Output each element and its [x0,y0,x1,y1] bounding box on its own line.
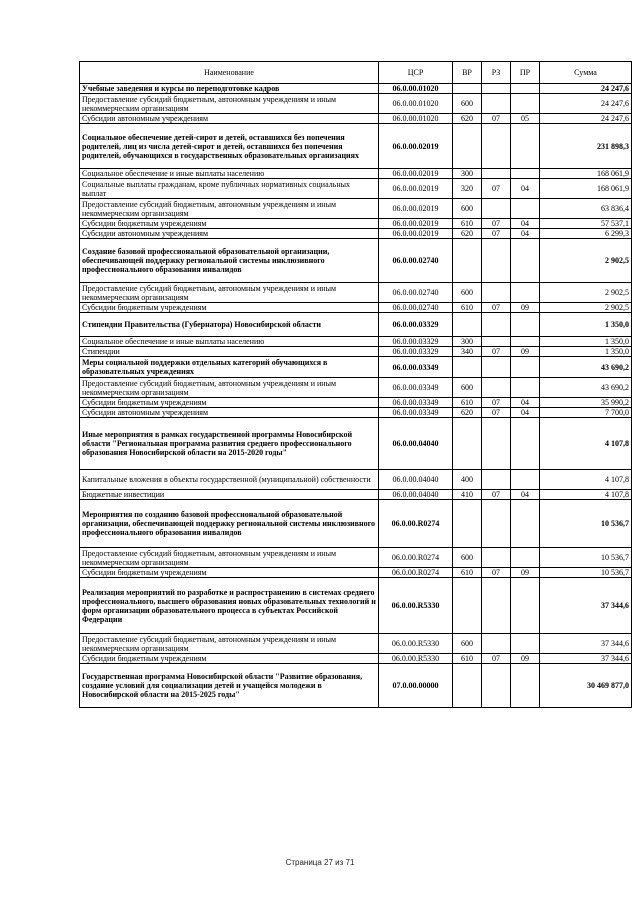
cell-pr: 09 [511,568,540,578]
cell-vr: 320 [453,179,482,199]
cell-name: Субсидии бюджетным учреждениям [80,568,379,578]
cell-csr: 06.0.00.04040 [379,470,453,490]
cell-sum: 4 107,8 [540,418,632,470]
cell-pr [511,664,540,708]
cell-pr [511,199,540,219]
table-row [80,84,632,94]
cell-vr: 300 [453,169,482,179]
cell-rz [482,124,511,169]
cell-name: Предоставление субсидий бюджетным, автономным учреждениям и иным некоммерческим организациям [80,283,379,303]
header-pr: ПР [511,62,540,84]
cell-vr: 400 [453,470,482,490]
cell-csr: 06.0.00.04040 [379,418,453,470]
cell-csr: 06.0.00.R0274 [379,568,453,578]
cell-pr [511,378,540,398]
cell-vr [453,313,482,337]
cell-name: Субсидии автономным учреждениям [80,229,379,239]
cell-sum: 1 350,0 [540,347,632,357]
cell-vr [453,500,482,548]
cell-rz [482,84,511,94]
cell-vr [453,418,482,470]
cell-sum: 2 902,5 [540,239,632,283]
cell-pr [511,124,540,169]
cell-csr: 06.0.00.02019 [379,229,453,239]
cell-vr: 600 [453,199,482,219]
cell-vr: 340 [453,347,482,357]
cell-csr: 06.0.00.03349 [379,408,453,418]
cell-rz [482,94,511,114]
cell-rz: 07 [482,347,511,357]
header-csr: ЦСР [379,62,453,84]
table-row [80,94,632,114]
cell-csr: 06.0.00.03329 [379,347,453,357]
cell-vr: 610 [453,398,482,408]
table-row [80,654,632,664]
cell-sum: 2 902,5 [540,303,632,313]
cell-pr: 09 [511,347,540,357]
cell-csr: 06.0.00.R5330 [379,634,453,654]
cell-pr [511,169,540,179]
cell-pr: 04 [511,179,540,199]
cell-vr [453,578,482,634]
cell-rz [482,337,511,347]
table-row [80,347,632,357]
table-row [80,239,632,283]
cell-sum: 37 344,6 [540,578,632,634]
cell-sum: 231 898,3 [540,124,632,169]
cell-rz [482,578,511,634]
cell-name: Субсидии автономным учреждениям [80,408,379,418]
cell-csr: 06.0.00.03349 [379,357,453,378]
cell-sum: 10 536,7 [540,500,632,548]
cell-name: Капитальные вложения в объекты государственной (муниципальной) собственности [80,470,379,490]
budget-table-sheet [79,61,631,708]
cell-csr: 06.0.00.02019 [379,179,453,199]
cell-rz [482,169,511,179]
cell-vr: 620 [453,114,482,124]
cell-sum: 24 247,6 [540,84,632,94]
cell-csr: 06.0.00.R0274 [379,500,453,548]
cell-rz [482,239,511,283]
cell-sum: 10 536,7 [540,548,632,568]
cell-rz: 07 [482,490,511,500]
cell-rz: 07 [482,114,511,124]
cell-name: Меры социальной поддержки отдельных категорий обучающихся в образовательных учреждениях [80,357,379,378]
cell-vr: 600 [453,94,482,114]
cell-vr: 300 [453,337,482,347]
cell-csr: 06.0.00.03329 [379,337,453,347]
cell-sum: 4 107,8 [540,470,632,490]
cell-rz: 07 [482,654,511,664]
cell-pr [511,418,540,470]
cell-vr [453,84,482,94]
cell-csr: 06.0.00.03349 [379,378,453,398]
cell-pr: 05 [511,114,540,124]
table-row [80,398,632,408]
table-row [80,568,632,578]
cell-name: Субсидии бюджетным учреждениям [80,398,379,408]
cell-pr: 09 [511,654,540,664]
cell-csr: 06.0.00.R5330 [379,578,453,634]
cell-vr: 600 [453,634,482,654]
cell-vr [453,664,482,708]
cell-rz [482,548,511,568]
cell-name: Социальное обеспечение и иные выплаты населению [80,169,379,179]
cell-pr [511,283,540,303]
cell-sum: 168 061,9 [540,169,632,179]
cell-vr: 410 [453,490,482,500]
cell-vr: 610 [453,654,482,664]
cell-pr [511,94,540,114]
table-row [80,124,632,169]
cell-pr: 04 [511,229,540,239]
cell-csr: 07.0.00.00000 [379,664,453,708]
cell-name: Социальные выплаты гражданам, кроме публичных нормативных социальных выплат [80,179,379,199]
cell-name: Социальное обеспечение и иные выплаты населению [80,337,379,347]
cell-csr: 06.0.00.02019 [379,124,453,169]
table-row [80,303,632,313]
cell-sum: 2 902,5 [540,283,632,303]
cell-pr [511,500,540,548]
table-row [80,378,632,398]
cell-vr: 600 [453,548,482,568]
table-row [80,500,632,548]
cell-sum: 10 536,7 [540,568,632,578]
cell-pr: 04 [511,398,540,408]
cell-rz [482,378,511,398]
cell-rz [482,664,511,708]
cell-pr [511,578,540,634]
cell-name: Предоставление субсидий бюджетным, автономным учреждениям и иным некоммерческим организациям [80,634,379,654]
cell-rz [482,418,511,470]
cell-sum: 1 350,0 [540,337,632,347]
cell-rz: 07 [482,408,511,418]
cell-rz [482,470,511,490]
cell-rz [482,357,511,378]
cell-rz [482,199,511,219]
cell-name: Предоставление субсидий бюджетным, автономным учреждениям и иным некоммерческим организациям [80,378,379,398]
cell-name: Иные мероприятия в рамках государственной программы Новосибирской области "Региональная программа развития среднего профессионального образования Новосибирской области на 2015-2020 годы" [80,418,379,470]
cell-sum: 24 247,6 [540,114,632,124]
cell-vr: 600 [453,283,482,303]
table-row [80,578,632,634]
cell-vr: 620 [453,229,482,239]
cell-name: Социальное обеспечение детей-сирот и детей, оставшихся без попечения родителей, лиц из числа детей-сирот и детей, оставшихся без попечения родителей, обучающихся в государственных образовательных организациях [80,124,379,169]
cell-sum: 1 350,0 [540,313,632,337]
cell-name: Субсидии бюджетным учреждениям [80,303,379,313]
cell-pr [511,84,540,94]
table-row [80,357,632,378]
cell-name: Создание базовой профессиональной образовательной организации, обеспечивающей поддержку региональной системы инклюзивного профессионального образования инвалидов [80,239,379,283]
cell-name: Предоставление субсидий бюджетным, автономным учреждениям и иным некоммерческим организациям [80,199,379,219]
table-row [80,199,632,219]
cell-csr: 06.0.00.02740 [379,239,453,283]
table-header-row [80,62,632,84]
cell-vr: 610 [453,303,482,313]
cell-vr: 610 [453,219,482,229]
cell-name: Государственная программа Новосибирской области "Развитие образования, создание условий для социализации детей и учащейся молодежи в Новосибирской области на 2015-2025 годы" [80,664,379,708]
cell-sum: 37 344,6 [540,654,632,664]
header-vr: ВР [453,62,482,84]
cell-rz [482,313,511,337]
table-row [80,548,632,568]
table-row [80,179,632,199]
cell-name: Стипендии [80,347,379,357]
cell-name: Реализация мероприятий по разработке и распространению в системах среднего профессионального, высшего образования новых образовательных технологий и форм организации образовательного процесса в субъектах Российской Федерации [80,578,379,634]
cell-rz: 07 [482,229,511,239]
cell-vr: 610 [453,568,482,578]
table-row [80,408,632,418]
cell-pr [511,337,540,347]
cell-pr [511,634,540,654]
table-row [80,664,632,708]
cell-sum: 168 061,9 [540,179,632,199]
cell-sum: 43 690,2 [540,357,632,378]
cell-rz: 07 [482,303,511,313]
cell-pr [511,470,540,490]
cell-csr: 06.0.00.02740 [379,303,453,313]
cell-csr: 06.0.00.04040 [379,490,453,500]
cell-pr [511,357,540,378]
cell-pr [511,548,540,568]
cell-rz: 07 [482,398,511,408]
table-row [80,283,632,303]
table-row [80,337,632,347]
header-sum: Сумма [540,62,632,84]
cell-pr [511,313,540,337]
header-name: Наименование [80,62,379,84]
cell-pr: 04 [511,408,540,418]
cell-vr [453,124,482,169]
cell-name: Учебные заведения и курсы по переподготовке кадров [80,84,379,94]
cell-sum: 35 990,2 [540,398,632,408]
cell-rz: 07 [482,219,511,229]
cell-sum: 57 537,1 [540,219,632,229]
header-rz: РЗ [482,62,511,84]
cell-name: Субсидии бюджетным учреждениям [80,654,379,664]
cell-csr: 06.0.00.02019 [379,219,453,229]
table-row [80,490,632,500]
table-row [80,114,632,124]
table-row [80,219,632,229]
cell-csr: 06.0.00.01020 [379,114,453,124]
cell-csr: 06.0.00.03329 [379,313,453,337]
cell-csr: 06.0.00.01020 [379,94,453,114]
cell-name: Мероприятия по созданию базовой профессиональной образовательной организации, обеспечивающей поддержку региональной системы инклюзивного профессионального образования инвалидов [80,500,379,548]
cell-sum: 43 690,2 [540,378,632,398]
cell-vr [453,239,482,283]
cell-name: Предоставление субсидий бюджетным, автономным учреждениям и иным некоммерческим организациям [80,94,379,114]
cell-pr: 09 [511,303,540,313]
table-row [80,470,632,490]
cell-name: Субсидии автономным учреждениям [80,114,379,124]
table-row [80,313,632,337]
cell-name: Предоставление субсидий бюджетным, автономным учреждениям и иным некоммерческим организациям [80,548,379,568]
cell-sum: 4 107,8 [540,490,632,500]
cell-rz: 07 [482,179,511,199]
cell-sum: 6 299,3 [540,229,632,239]
cell-sum: 7 700,0 [540,408,632,418]
cell-rz [482,634,511,654]
cell-pr: 04 [511,490,540,500]
cell-rz: 07 [482,568,511,578]
cell-sum: 30 469 877,0 [540,664,632,708]
cell-sum: 63 836,4 [540,199,632,219]
budget-table [79,61,632,708]
cell-pr: 04 [511,219,540,229]
page-number: Страница 27 из 71 [285,858,355,867]
cell-vr: 620 [453,408,482,418]
cell-csr: 06.0.00.R0274 [379,548,453,568]
table-row [80,169,632,179]
cell-csr: 06.0.00.R5330 [379,654,453,664]
cell-pr [511,239,540,283]
cell-rz [482,500,511,548]
cell-csr: 06.0.00.03349 [379,398,453,408]
cell-sum: 37 344,6 [540,634,632,654]
cell-vr: 600 [453,378,482,398]
cell-sum: 24 247,6 [540,94,632,114]
cell-name: Бюджетные инвестиции [80,490,379,500]
cell-vr [453,357,482,378]
table-row [80,418,632,470]
cell-csr: 06.0.00.02019 [379,199,453,219]
table-row [80,229,632,239]
cell-rz [482,283,511,303]
cell-csr: 06.0.00.01020 [379,84,453,94]
cell-name: Субсидии бюджетным учреждениям [80,219,379,229]
cell-csr: 06.0.00.02740 [379,283,453,303]
cell-csr: 06.0.00.02019 [379,169,453,179]
cell-name: Стипендии Правительства (Губернатора) Новосибирской области [80,313,379,337]
table-row [80,634,632,654]
